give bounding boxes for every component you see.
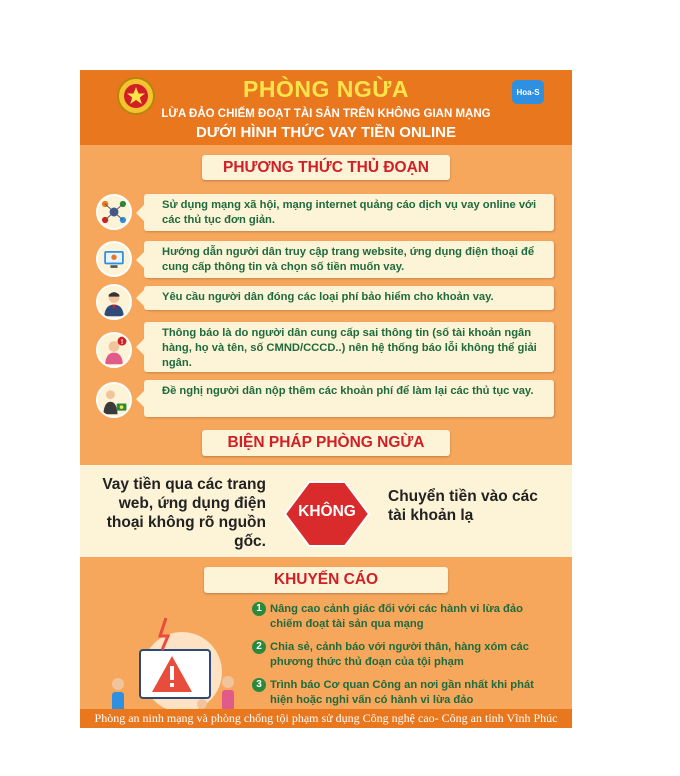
fee-payment-icon	[96, 382, 132, 418]
method-text: Yêu cầu người dân đóng các loại phí bảo hiểm cho khoản vay.	[144, 286, 554, 310]
website-icon	[96, 241, 132, 277]
error-notice-icon	[96, 332, 132, 368]
recommendation-number: 3	[252, 678, 266, 692]
method-text: Hướng dẫn người dân truy cập trang website, ứng dụng điện thoại để cung cấp thông tin và chọn số tiền muốn vay.	[144, 241, 554, 278]
poster-title: PHÒNG NGỪA	[243, 76, 409, 102]
recommendation-section-title: KHUYẾN CÁO	[204, 567, 448, 593]
method-text: Đề nghị người dân nộp thêm các khoản phí để làm lại các thủ tục vay.	[144, 380, 554, 417]
prevention-left-text: Vay tiền qua các trang web, ứng dụng điện thoại không rõ nguồn gốc.	[102, 476, 266, 550]
method-text: Sử dụng mạng xã hội, mạng internet quảng cáo dịch vụ vay online với các thủ tục đơn giản.	[144, 194, 554, 231]
poster-subtitle-1: LỪA ĐẢO CHIẾM ĐOẠT TÀI SẢN TRÊN KHÔNG GIAN MẠNG	[161, 108, 491, 120]
brand-logo: Hoa-S	[512, 80, 544, 104]
recommendation-number: 1	[252, 602, 266, 616]
recommendation-text: Nâng cao cảnh giác đối với các hành vi lừa đảo chiếm đoạt tài sản qua mạng	[270, 603, 523, 630]
recommendation-item	[252, 678, 558, 708]
recommendation-number: 2	[252, 640, 266, 654]
methods-section-title: PHƯƠNG THỨC THỦ ĐOẠN	[202, 155, 450, 180]
stop-sign-text: KHÔNG	[298, 503, 356, 520]
insurance-agent-icon	[96, 284, 132, 320]
poster-subtitle-2: DƯỚI HÌNH THỨC VAY TIỀN ONLINE	[196, 124, 456, 141]
prevention-right-text: Chuyển tiền vào các tài khoản lạ	[388, 488, 538, 524]
prevention-section-title: BIỆN PHÁP PHÒNG NGỪA	[202, 430, 450, 456]
recommendation-item	[252, 640, 558, 670]
recommendation-text: Trình báo Cơ quan Công an nơi gần nhất khi phát hiện hoặc nghi vấn có hành vi lừa đảo	[270, 679, 534, 706]
recommendation-item	[252, 602, 558, 632]
poster-header	[80, 70, 572, 145]
method-text: Thông báo là do người dân cung cấp sai thông tin (số tài khoản ngân hàng, họ và tên, số CMND/CCCD..) nên hệ thống báo lỗi không thể giải ngân.	[144, 322, 554, 372]
recommendation-text: Chia sẻ, cảnh báo với người thân, hàng xóm các phương thức thủ đoạn của tội phạm	[270, 641, 530, 668]
image-caption: Phòng an ninh mạng và phòng chống tội phạm sử dụng Công nghệ cao- Công an tỉnh Vĩnh Phúc	[80, 709, 572, 728]
poster	[80, 70, 572, 728]
social-network-icon	[96, 194, 132, 230]
svg-text:!: !	[120, 337, 124, 346]
